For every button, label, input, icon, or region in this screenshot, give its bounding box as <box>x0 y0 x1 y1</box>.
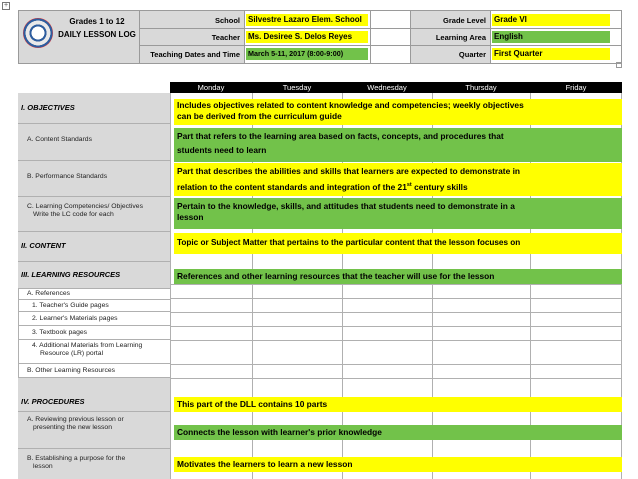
competencies-label-2: Write the LC code for each <box>33 211 114 218</box>
references-label: A. References <box>27 290 71 297</box>
row-procedures <box>18 378 170 412</box>
note-content: Topic or Subject Matter that pertains to the particular content that the lesson focuses on <box>174 233 622 254</box>
review-label-2: presenting the new lesson <box>33 424 112 431</box>
row-purpose <box>18 449 170 479</box>
day-friday: Friday <box>565 83 587 92</box>
review-label-1: A. Reviewing previous lesson or <box>27 416 124 423</box>
note-competencies <box>174 198 622 229</box>
other-resources-label: B. Other Learning Resources <box>27 367 116 374</box>
note-competencies-line-2: lesson <box>177 212 204 222</box>
learning-area-label: Learning Area <box>435 33 486 42</box>
note-purpose: Motivates the learners to learn a new lesson <box>174 457 622 472</box>
note-objectives <box>174 99 622 125</box>
dates-field[interactable]: March 5-11, 2017 (8:00-9:00) <box>246 48 368 60</box>
row-other-resources <box>18 364 170 378</box>
title-line-2: DAILY LESSON LOG <box>58 30 136 39</box>
note-objectives-line-1: Includes objectives related to content knowledge and competencies; weekly objectives <box>177 100 524 110</box>
note-procedures: This part of the DLL contains 10 parts <box>174 397 622 412</box>
row-content-standards <box>18 124 170 161</box>
row-performance-standards <box>18 161 170 197</box>
content-standards-label: A. Content Standards <box>27 136 92 143</box>
note-content-standards <box>174 128 622 162</box>
objectives-heading: I. OBJECTIVES <box>21 103 75 112</box>
learning-area-field[interactable]: English <box>492 31 610 43</box>
row-textbook-pages <box>18 326 170 340</box>
row-tg-pages <box>18 300 170 312</box>
note-competencies-line-1: Pertain to the knowledge, skills, and attitudes that students need to demonstrate in a <box>177 201 515 211</box>
row-content <box>18 232 170 262</box>
day-thursday: Thursday <box>465 83 497 92</box>
purpose-label-2: lesson <box>33 463 53 470</box>
grade-level-field[interactable]: Grade VI <box>492 14 610 26</box>
quarter-field[interactable]: First Quarter <box>492 48 610 60</box>
competencies-label-1: C. Learning Competencies/ Objectives <box>27 203 143 210</box>
note-learning-resources: References and other learning resources that the teacher will use for the lesson <box>174 269 622 284</box>
note-performance-standards-line-2 <box>177 180 619 193</box>
row-lr-portal <box>18 340 170 364</box>
note-performance-standards <box>174 163 622 196</box>
note-objectives-line-2: can be derived from the curriculum guide <box>177 111 342 121</box>
teacher-field[interactable]: Ms. Desiree S. Delos Reyes <box>246 31 368 43</box>
learning-resources-heading: III. LEARNING RESOURCES <box>21 270 121 279</box>
content-heading: II. CONTENT <box>21 241 66 250</box>
perf-text-sup: st <box>406 182 412 188</box>
row-review <box>18 412 170 449</box>
quarter-label: Quarter <box>458 50 486 59</box>
note-review: Connects the lesson with learner's prior knowledge <box>174 425 622 440</box>
dates-label: Teaching Dates and Time <box>150 50 240 59</box>
perf-text-b: century skills <box>411 181 468 192</box>
lr-portal-label-1: 4. Additional Materials from Learning <box>32 342 143 349</box>
procedures-heading: IV. PROCEDURES <box>21 397 85 406</box>
row-competencies <box>18 197 170 232</box>
purpose-label-1: B. Establishing a purpose for the <box>27 455 126 462</box>
perf-text-a: relation to the content standards and integration of the 21 <box>177 181 407 192</box>
school-label: School <box>214 16 240 25</box>
day-tuesday: Tuesday <box>282 83 312 92</box>
performance-standards-label: B. Performance Standards <box>27 173 108 180</box>
row-references <box>18 289 170 300</box>
teachers-guide-label: 1. Teacher's Guide pages <box>32 302 109 309</box>
note-content-standards-line-2: students need to learn <box>177 145 267 155</box>
table-resize-handle[interactable] <box>616 62 622 68</box>
row-learning-resources <box>18 262 170 289</box>
row-lm-pages <box>18 312 170 326</box>
textbook-pages-label: 3. Textbook pages <box>32 329 88 336</box>
deped-seal-logo <box>23 18 53 48</box>
lr-portal-label-2: Resource (LR) portal <box>40 350 104 357</box>
day-monday: Monday <box>197 83 225 92</box>
row-objectives <box>18 93 170 124</box>
title-line-1: Grades 1 to 12 <box>69 17 125 26</box>
day-wednesday: Wednesday <box>367 83 407 92</box>
teacher-label: Teacher <box>211 33 240 42</box>
grade-level-label: Grade Level <box>443 16 486 25</box>
note-content-standards-line-1: Part that refers to the learning area based on facts, concepts, and procedures that <box>177 131 504 141</box>
expand-table-handle[interactable]: + <box>3 2 9 9</box>
learners-materials-label: 2. Learner's Materials pages <box>32 315 118 322</box>
school-field[interactable]: Silvestre Lazaro Elem. School <box>246 14 368 26</box>
note-performance-standards-line-1: Part that describes the abilities and skills that learners are expected to demonstrate in <box>177 166 521 176</box>
